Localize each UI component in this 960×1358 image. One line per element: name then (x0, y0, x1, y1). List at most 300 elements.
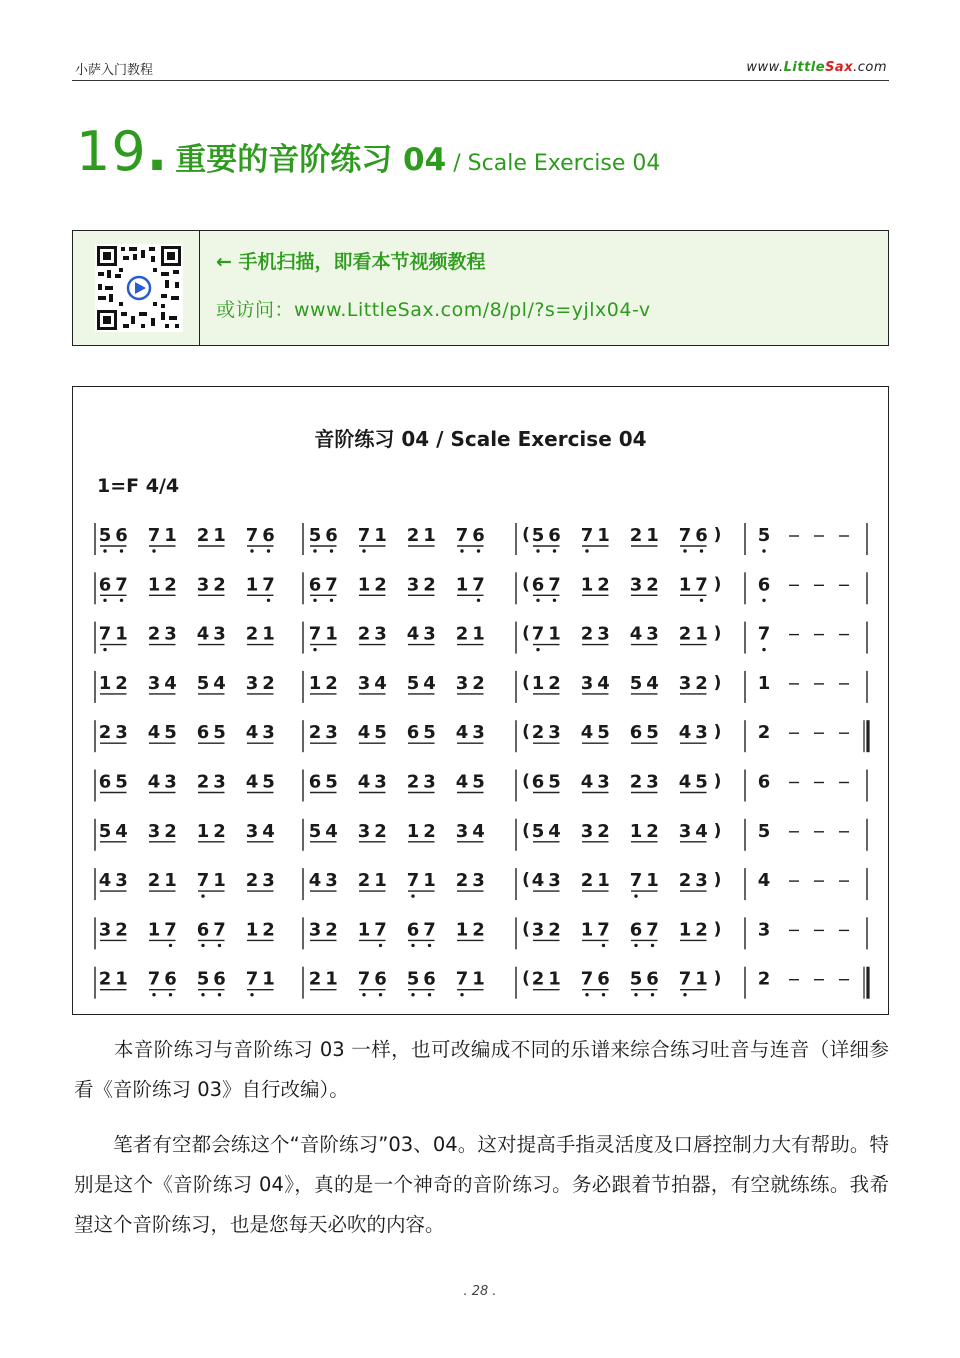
note: 1 (472, 968, 485, 990)
note: 2 (580, 870, 594, 892)
note: 4 (325, 820, 338, 842)
note: 5 (196, 672, 210, 694)
note: 5 (629, 968, 643, 990)
note: 2 (213, 820, 226, 842)
note: 4 (164, 672, 177, 694)
note: 1 (213, 870, 226, 892)
note: 3 (472, 870, 485, 892)
low-octave-dot (634, 894, 637, 897)
note: 2 (147, 623, 161, 645)
note: 3 (646, 771, 659, 793)
low-octave-dot (152, 993, 155, 996)
low-octave-dot (201, 993, 204, 996)
note: 2 (213, 574, 226, 596)
note: 3 (115, 722, 128, 744)
note: 1 (262, 968, 275, 990)
note: 1 (357, 574, 371, 596)
note: 1 (213, 525, 226, 546)
note: 2 (115, 672, 128, 694)
low-octave-dot (700, 599, 703, 602)
low-octave-dot (585, 993, 588, 996)
note: 2 (308, 722, 322, 744)
note: 6 (262, 525, 275, 546)
note: 7 (357, 525, 371, 546)
note: 1 (629, 820, 643, 842)
note: 3 (597, 623, 610, 645)
note: 7 (423, 919, 436, 941)
low-octave-dot (683, 993, 686, 996)
note: 3 (678, 820, 692, 842)
repeat-open-paren: ( (522, 820, 530, 841)
low-octave-dot (428, 944, 431, 947)
note: 6 (98, 574, 112, 596)
note: 7 (357, 968, 371, 990)
note: 1 (147, 574, 161, 596)
note: 4 (115, 820, 128, 842)
note: 4 (245, 771, 259, 793)
note: 7 (98, 623, 112, 645)
note: 4 (629, 623, 643, 645)
url-suffix: .com (853, 60, 887, 75)
note: 6 (196, 722, 210, 744)
note: 2 (695, 919, 708, 941)
score-key: 1=F 4/4 (97, 475, 180, 497)
url-little: Little (783, 60, 826, 75)
note: 1 (308, 672, 322, 694)
note: 7 (678, 968, 692, 990)
note: 2 (548, 672, 561, 694)
note: 3 (472, 722, 485, 744)
note: 4 (308, 870, 322, 892)
note: 4 (98, 870, 112, 892)
note: 6 (308, 771, 322, 793)
note: 2 (597, 574, 610, 596)
note: 2 (147, 870, 161, 892)
note: 4 (695, 820, 708, 842)
note: 1 (147, 919, 161, 941)
note: 2 (455, 870, 469, 892)
low-octave-dot (536, 549, 539, 552)
low-octave-dot (120, 549, 123, 552)
note: 3 (531, 919, 545, 941)
note: 6 (98, 771, 112, 793)
jianpu-score (73, 507, 888, 1007)
low-octave-dot (477, 549, 480, 552)
note: 3 (196, 574, 210, 596)
note: 7 (164, 919, 177, 941)
low-octave-dot (700, 549, 703, 552)
note: 1 (374, 525, 387, 546)
low-octave-dot (460, 549, 463, 552)
low-octave-dot (313, 549, 316, 552)
note: 7 (262, 574, 275, 596)
low-octave-dot (201, 894, 204, 897)
note: 2 (262, 672, 275, 694)
low-octave-dot (267, 549, 270, 552)
note: 3 (629, 574, 643, 596)
note: 3 (548, 722, 561, 744)
note: 7 (455, 525, 469, 546)
note: 7 (548, 574, 561, 596)
note: 7 (646, 919, 659, 941)
note: 1 (325, 968, 338, 990)
note: 4 (580, 722, 594, 744)
note: 5 (98, 525, 112, 546)
low-octave-dot (477, 599, 480, 602)
note: 2 (308, 968, 322, 990)
note: 5 (213, 722, 226, 744)
note: 3 (164, 771, 177, 793)
note: 1 (325, 623, 338, 645)
repeat-close-paren: ) (713, 672, 722, 693)
note: 6 (374, 968, 387, 990)
note: 2 (98, 722, 112, 744)
note: 2 (678, 623, 692, 645)
note: 2 (196, 771, 210, 793)
note: 3 (147, 672, 161, 694)
note: 2 (472, 919, 485, 941)
note: 3 (757, 919, 771, 941)
note: 3 (164, 623, 177, 645)
note: 5 (98, 820, 112, 842)
note: 1 (115, 623, 128, 645)
note: 3 (213, 623, 226, 645)
note: 3 (262, 870, 275, 892)
video-link-panel (72, 230, 889, 346)
note: 4 (357, 722, 371, 744)
note: 4 (245, 722, 259, 744)
note: 4 (472, 820, 485, 842)
low-octave-dot (585, 549, 588, 552)
note: 1 (678, 919, 692, 941)
low-octave-dot (428, 993, 431, 996)
note: 2 (472, 672, 485, 694)
note: 2 (98, 968, 112, 990)
note: 1 (548, 968, 561, 990)
note: 6 (629, 722, 643, 744)
chapter-dot: . (146, 120, 168, 183)
low-octave-dot (460, 993, 463, 996)
note: 5 (308, 820, 322, 842)
note: 2 (374, 820, 387, 842)
note: 1 (374, 870, 387, 892)
note: 3 (695, 870, 708, 892)
note: 5 (308, 525, 322, 546)
note: 7 (325, 574, 338, 596)
note: 7 (308, 623, 322, 645)
repeat-open-paren: ( (522, 870, 530, 891)
note: 2 (325, 672, 338, 694)
note: 1 (597, 870, 610, 892)
note: 4 (406, 623, 420, 645)
note: 7 (531, 623, 545, 645)
note: 6 (196, 919, 210, 941)
low-octave-dot (762, 648, 765, 651)
low-octave-dot (634, 993, 637, 996)
note: 4 (548, 820, 561, 842)
note: 7 (695, 574, 708, 596)
low-octave-dot (683, 549, 686, 552)
url-sax: Sax (825, 60, 854, 75)
low-octave-dot (553, 549, 556, 552)
note: 1 (245, 574, 259, 596)
paragraph-2: 笔者有空都会练这个“音阶练习”03、04。这对提高手指灵活度及口唇控制力大有帮助。特别是这个《音阶练习 04》，真的是一个神奇的音阶练习。务必跟着节拍器，有空就练练。我希望这个音阶练习，也是您每天必吹的内容。 (74, 1133, 889, 1236)
low-octave-dot (536, 599, 539, 602)
low-octave-dot (411, 993, 414, 996)
note: 4 (196, 623, 210, 645)
note: 4 (646, 672, 659, 694)
low-octave-dot (103, 599, 106, 602)
note: 6 (757, 574, 771, 596)
note: 1 (548, 623, 561, 645)
note: 1 (678, 574, 692, 596)
note: 6 (164, 968, 177, 990)
low-octave-dot (169, 944, 172, 947)
note: 3 (308, 919, 322, 941)
note: 5 (597, 722, 610, 744)
repeat-close-paren: ) (713, 919, 722, 940)
note: 2 (580, 623, 594, 645)
note: 2 (164, 574, 177, 596)
note: 2 (757, 968, 771, 990)
low-octave-dot (330, 599, 333, 602)
note: 6 (406, 722, 420, 744)
repeat-close-paren: ) (713, 771, 722, 792)
note: 2 (423, 820, 436, 842)
note: 1 (164, 525, 177, 546)
note: 4 (213, 672, 226, 694)
note: 2 (629, 525, 643, 546)
note: 2 (262, 919, 275, 941)
note: 4 (757, 870, 771, 892)
note: 2 (629, 771, 643, 793)
note: 1 (455, 574, 469, 596)
low-octave-dot (379, 993, 382, 996)
note: 7 (245, 525, 259, 546)
score-box (72, 386, 889, 1015)
note: 5 (374, 722, 387, 744)
low-octave-dot (651, 944, 654, 947)
note: 1 (531, 672, 545, 694)
note: 1 (472, 623, 485, 645)
page-header (72, 58, 889, 81)
note: 6 (308, 574, 322, 596)
note: 3 (423, 771, 436, 793)
note: 2 (646, 820, 659, 842)
note: 1 (646, 870, 659, 892)
note: 7 (147, 968, 161, 990)
note: 1 (646, 525, 659, 546)
note: 2 (678, 870, 692, 892)
note: 7 (757, 623, 771, 645)
note: 6 (597, 968, 610, 990)
note: 3 (357, 672, 371, 694)
repeat-close-paren: ) (713, 722, 722, 743)
note: 4 (678, 722, 692, 744)
note: 6 (531, 771, 545, 793)
video-url[interactable]: 或访问：www.LittleSax.com/8/pl/?s=yjlx04-v (216, 299, 651, 321)
note: 3 (374, 623, 387, 645)
note: 2 (423, 574, 436, 596)
note: 4 (580, 771, 594, 793)
note: 1 (757, 672, 771, 694)
note: 1 (164, 870, 177, 892)
low-octave-dot (362, 549, 365, 552)
note: 5 (406, 968, 420, 990)
repeat-open-paren: ( (522, 968, 530, 989)
note: 4 (597, 672, 610, 694)
note: 3 (580, 672, 594, 694)
note: 6 (695, 525, 708, 546)
note: 6 (757, 771, 771, 793)
note: 5 (695, 771, 708, 793)
note: 4 (262, 820, 275, 842)
note: 4 (678, 771, 692, 793)
note: 3 (597, 771, 610, 793)
low-octave-dot (330, 549, 333, 552)
note: 3 (262, 722, 275, 744)
repeat-close-paren: ) (713, 574, 722, 595)
note: 5 (196, 968, 210, 990)
qr-code-icon[interactable] (95, 244, 183, 332)
note: 3 (98, 919, 112, 941)
note: 7 (472, 574, 485, 596)
repeat-open-paren: ( (522, 771, 530, 792)
low-octave-dot (634, 944, 637, 947)
low-octave-dot (267, 599, 270, 602)
note: 1 (580, 574, 594, 596)
url-prefix: www. (746, 60, 784, 75)
note: 6 (115, 525, 128, 546)
repeat-open-paren: ( (522, 672, 530, 693)
note: 7 (374, 919, 387, 941)
note: 5 (646, 722, 659, 744)
repeat-open-paren: ( (522, 525, 530, 545)
note: 1 (98, 672, 112, 694)
note: 5 (531, 525, 545, 546)
note: 6 (423, 968, 436, 990)
low-octave-dot (553, 599, 556, 602)
note: 3 (646, 623, 659, 645)
note: 4 (423, 672, 436, 694)
note: 3 (374, 771, 387, 793)
note: 5 (325, 771, 338, 793)
low-octave-dot (362, 993, 365, 996)
note: 7 (147, 525, 161, 546)
note: 7 (455, 968, 469, 990)
note: 3 (245, 672, 259, 694)
note: 2 (646, 574, 659, 596)
note: 4 (455, 771, 469, 793)
note: 2 (325, 919, 338, 941)
note: 5 (115, 771, 128, 793)
note: 2 (531, 722, 545, 744)
note: 5 (262, 771, 275, 793)
low-octave-dot (602, 993, 605, 996)
chapter-title-zh: 重要的音阶练习 04 (175, 142, 447, 178)
note: 2 (597, 820, 610, 842)
note: 1 (423, 525, 436, 546)
note: 5 (423, 722, 436, 744)
note: 5 (406, 672, 420, 694)
note: 2 (757, 722, 771, 744)
note: 6 (646, 968, 659, 990)
note: 1 (262, 623, 275, 645)
note: 1 (357, 919, 371, 941)
note: 2 (115, 919, 128, 941)
note: 2 (548, 919, 561, 941)
note: 7 (629, 870, 643, 892)
low-octave-dot (411, 944, 414, 947)
note: 4 (455, 722, 469, 744)
score-title: 音阶练习 04 / Scale Exercise 04 (314, 427, 647, 451)
note: 3 (245, 820, 259, 842)
note: 3 (325, 870, 338, 892)
note: 6 (548, 525, 561, 546)
note: 6 (213, 968, 226, 990)
repeat-open-paren: ( (522, 722, 530, 743)
repeat-open-paren: ( (522, 623, 530, 644)
repeat-close-paren: ) (713, 820, 722, 841)
note: 7 (245, 968, 259, 990)
low-octave-dot (250, 549, 253, 552)
note: 2 (695, 672, 708, 694)
note: 3 (423, 623, 436, 645)
site-url[interactable] (746, 60, 887, 75)
note: 5 (531, 820, 545, 842)
note: 3 (147, 820, 161, 842)
note: 5 (757, 525, 771, 546)
qr-cell (73, 231, 200, 345)
note: 1 (406, 820, 420, 842)
repeat-close-paren: ) (713, 968, 722, 989)
note: 1 (580, 919, 594, 941)
note: 1 (695, 968, 708, 990)
note: 1 (245, 919, 259, 941)
low-octave-dot (313, 648, 316, 651)
low-octave-dot (250, 993, 253, 996)
note: 3 (115, 870, 128, 892)
note: 2 (406, 771, 420, 793)
note: 3 (695, 722, 708, 744)
note: 3 (580, 820, 594, 842)
low-octave-dot (152, 549, 155, 552)
low-octave-dot (651, 993, 654, 996)
note: 5 (757, 820, 771, 842)
chapter-title-en: / Scale Exercise 04 (453, 151, 661, 176)
note: 5 (629, 672, 643, 694)
note: 2 (245, 623, 259, 645)
low-octave-dot (218, 944, 221, 947)
note: 3 (548, 870, 561, 892)
low-octave-dot (602, 944, 605, 947)
note: 2 (374, 574, 387, 596)
note: 4 (531, 870, 545, 892)
note: 3 (455, 672, 469, 694)
low-octave-dot (313, 599, 316, 602)
note: 1 (695, 623, 708, 645)
note: 6 (629, 919, 643, 941)
repeat-close-paren: ) (713, 623, 722, 644)
note: 3 (357, 820, 371, 842)
note: 7 (213, 919, 226, 941)
paragraph-1: 本音阶练习与音阶练习 03 一样，也可改编成不同的乐谱来综合练习吐音与连音（详细参看《音阶练习 03》自行改编）。 (74, 1038, 889, 1101)
low-octave-dot (169, 993, 172, 996)
repeat-open-paren: ( (522, 574, 530, 595)
note: 7 (580, 525, 594, 546)
low-octave-dot (201, 944, 204, 947)
note: 2 (196, 525, 210, 546)
